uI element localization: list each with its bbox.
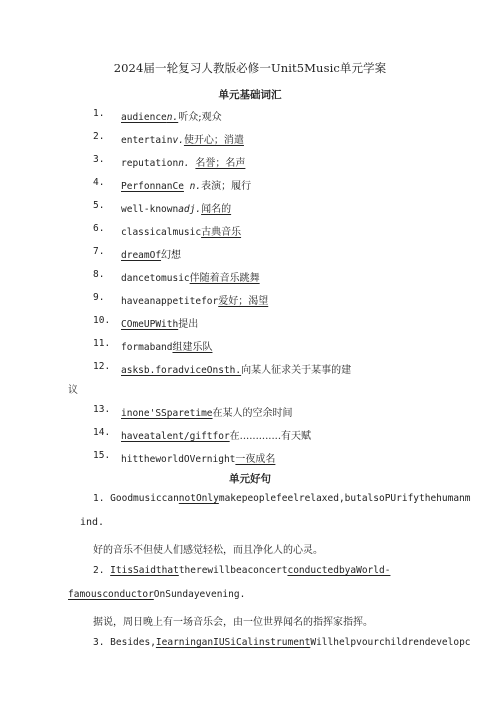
vocab-item [0, 246, 500, 260]
text-segment: therewillbeaconcert [178, 565, 288, 576]
text-segment: 在某人的空余时间 [212, 408, 293, 419]
vocab-text [121, 223, 241, 238]
text-segment: 使开心；消遣 [183, 135, 244, 146]
sentence-3-line-1 [93, 637, 471, 648]
vocab-text [121, 246, 181, 261]
vocab-text [121, 108, 222, 123]
text-segment: asksb.foradviceOnsth. [121, 365, 242, 376]
text-segment: dreamOf [121, 250, 162, 261]
text-segment: IearninganIUSiCalinstrument [155, 637, 311, 648]
vocab-number: 15. [93, 450, 111, 461]
vocab-text [121, 404, 293, 419]
text-segment: 伴随着音乐跳舞 [189, 273, 260, 284]
text-segment: n. [189, 181, 202, 192]
sentence-2-line-1 [93, 565, 390, 576]
text-segment: 幻想 [161, 250, 182, 261]
vocab-number: 9. [93, 292, 105, 303]
vocab-item [0, 200, 500, 214]
vocab-number: 4. [93, 177, 105, 188]
vocab-text [121, 269, 260, 284]
text-segment: PerfonnanCe [121, 181, 184, 192]
text-segment: 组建乐队 [172, 342, 213, 353]
text-segment: reputation [121, 158, 179, 169]
text-segment: 表演；履行 [201, 181, 252, 192]
text-segment: dancetomusic [121, 273, 190, 284]
text-segment: conductedbyaWorld- [287, 565, 391, 576]
vocab-number: 13. [93, 404, 111, 415]
sentences-heading: 单元好句 [229, 473, 271, 485]
text-segment: COmeUPWith [121, 319, 179, 330]
vocab-number: 12. [93, 361, 111, 372]
vocab-number: 6. [93, 223, 105, 234]
vocab-text [121, 361, 351, 376]
sentence-1-translation: 好的音乐不但使人们感觉轻松，而且净化人的心灵。 [93, 545, 323, 556]
vocab-number: 1. [93, 108, 105, 119]
vocab-item [0, 292, 500, 306]
text-segment: n. [178, 158, 190, 169]
text-segment: makepeoplefeelrelaxed,butalsoPUrifythehumanm [218, 493, 471, 504]
vocab-item [0, 450, 500, 464]
text-segment: 向某人征求关于某事的建 [241, 365, 352, 376]
text-segment: haveanappetitefor [121, 296, 219, 307]
text-segment: 爱好；渴望 [218, 296, 269, 307]
text-segment: inone'SSparetime [121, 408, 213, 419]
text-segment: entertain [121, 135, 173, 146]
vocab-number: 8. [93, 269, 105, 280]
sentence-1-line-1 [93, 493, 471, 504]
text-segment: 闻名的 [201, 204, 232, 215]
text-segment: hittheworldOVernight [121, 454, 236, 465]
text-segment: haveatalent/giftfor [121, 431, 230, 442]
sentence-1-line-2: ind. [80, 517, 105, 528]
page-title: 2024届一轮复习人教版必修一Unit5Music单元学案 [113, 61, 387, 75]
vocab-item [0, 108, 500, 122]
vocab-number: 2. [93, 131, 105, 142]
text-segment: ItisSaidthat [110, 565, 179, 576]
text-segment: famousconductor [68, 589, 154, 600]
vocab-item [0, 269, 500, 283]
vocab-text [121, 177, 251, 192]
vocab-text [121, 315, 198, 330]
vocab-number: 10. [93, 315, 111, 326]
vocab-text [121, 427, 311, 442]
vocab-item [0, 338, 500, 352]
vocab-item [0, 404, 500, 418]
vocab-item [0, 131, 500, 145]
text-segment: audience [121, 112, 167, 123]
text-segment: adj. [178, 204, 202, 215]
vocab-text [121, 450, 275, 465]
vocab-number: 7. [93, 246, 105, 257]
vocab-number: 5. [93, 200, 105, 211]
vocab-text [121, 292, 268, 307]
vocab-number: 11. [93, 338, 111, 349]
vocab-item [0, 223, 500, 237]
vocab-text [121, 154, 245, 169]
text-segment: OnSundayevening. [153, 589, 246, 600]
vocab-item [0, 427, 500, 441]
vocab-number: 14. [93, 427, 111, 438]
vocab-number: 3. [93, 154, 105, 165]
text-segment: 3. Besides, [93, 637, 156, 648]
text-segment: notOnly [178, 493, 219, 504]
vocab-item [0, 154, 500, 168]
vocab-text [121, 338, 212, 353]
text-segment: n. [166, 112, 179, 123]
text-segment: 1. Goodmusiccan [93, 493, 179, 504]
sentence-2-translation: 据说，周日晚上有一场音乐会，由一位世界闻名的指挥家指挥。 [93, 617, 373, 628]
vocab-item [0, 361, 500, 375]
vocab-item [0, 177, 500, 191]
text-segment: well-known [121, 204, 179, 215]
text-segment: Willhelpvourchildrendevelopc [310, 637, 471, 648]
sentence-2-line-2 [68, 589, 245, 600]
text-segment: 2. [93, 565, 111, 576]
vocab-item [0, 315, 500, 329]
vocab-text [121, 200, 231, 215]
text-segment: 名誉；名声 [195, 158, 246, 169]
text-segment: v. [172, 135, 184, 146]
vocab-text [121, 131, 244, 146]
text-segment: 听众;观众 [178, 112, 222, 123]
text-segment: 在.............有天赋 [229, 431, 311, 442]
text-segment: 一夜成名 [235, 454, 276, 465]
text-segment: classicalmusic [121, 227, 202, 238]
text-segment: formaband [121, 342, 173, 353]
vocab-heading: 单元基础词汇 [218, 89, 282, 101]
vocab-12-wrap: 议 [68, 385, 78, 396]
text-segment: 古典音乐 [201, 227, 242, 238]
text-segment: 提出 [178, 319, 199, 330]
